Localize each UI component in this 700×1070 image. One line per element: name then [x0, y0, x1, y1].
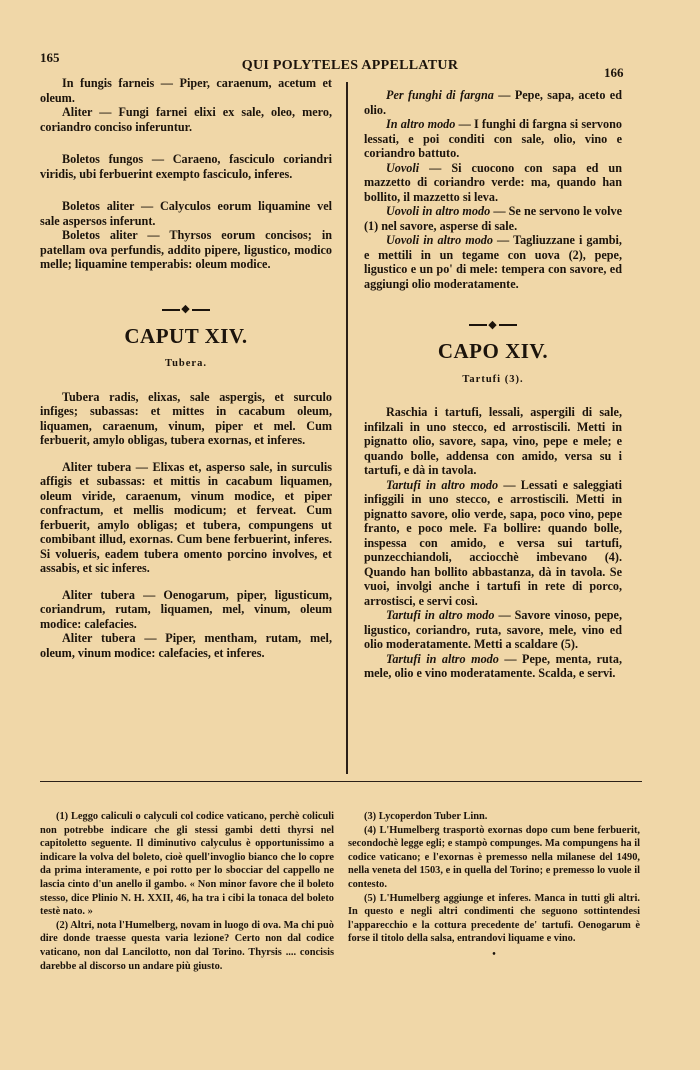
latin-paragraph: Aliter tubera — Oenogarum, piper, ligusticum, coriandrum, rutam, liquamen, mel, vinum, oleum modice: calefacies. [40, 587, 332, 631]
chapter-title-italian: CAPO XIV. [437, 339, 549, 364]
running-title: QUI POLYTELES APPELLATUR [241, 58, 459, 73]
italian-paragraph: Uovoli — Si cuocono con sapa ed un mazzetto di coriandro verde: ma, quando han bollito, il mazzetto si leva. [364, 160, 622, 204]
italian-paragraph: Uovoli in altro modo — Tagliuzzane i gambi, e mettili in un tegame con uova (2), pepe, ligustico e un po' di mele: tempera con savore, ed aggiungi olio moderatamente. [364, 233, 622, 291]
italian-paragraph: Tartufi in altro modo — Pepe, menta, ruta, mele, olio e vino moderatamente. Scalda, e servi. [364, 651, 622, 681]
footnotes-left [40, 810, 334, 973]
italian-paragraph: Uovoli in altro modo — Se ne servono le volve (1) nel savore, asperse di sale. [364, 204, 622, 233]
column-divider [346, 82, 348, 774]
ornament-divider-icon: ◆ [364, 317, 622, 332]
footnote: (1) Leggo caliculi o calyculi col codice vaticano, perchè coliculi non potrebbe indicare che gli stessi gambi detti thyrsi nel capitoletto seguente. Il diminutivo calyculus è opportunissimo a indicare la volva del boleto, cioè quell'invoglio bianco che lo copre da prima interamente, e poi rotto per lo sbocciar del cappello ne lascia cinto d'un anello il gambo. « Non minor favore che il boleto stesso, dice Plinio N. H. XXII, 46, ha tra i cibi la tonaca del boleto testè nato. » [40, 811, 334, 918]
italian-paragraph: Per funghi di fargna — Pepe, sapa, aceto ed olio. [364, 88, 622, 117]
latin-paragraph: Boletos aliter — Thyrsos eorum concisos; in patellam ova perfundis, addito pipere, ligustico, modico melle; liquamine temperabis: oleum modice. [40, 228, 332, 271]
italian-paragraph: Tartufi in altro modo — Savore vinoso, pepe, ligustico, coriandro, ruta, savore, mele, vino ed olio moderatamente. Metti a scaldare (5). [364, 608, 622, 652]
latin-paragraph: In fungis farneis — Piper, caraenum, acetum et oleum. [40, 76, 332, 105]
italian-paragraph: In altro modo — I funghi di fargna si servono lessati, e poi conditi con sale, olio, vino e coriandro battuto. [364, 117, 622, 160]
paragraph-lead: Uovoli in altro modo [386, 204, 491, 218]
footnote: (2) Altri, nota l'Humelberg, novam in luogo di ova. Ma chi può dire donde traesse questa varia lezione? Certo non dal codice vaticano, non dal Lancilotto, non dal Torino. Thyrsis .... concisis darebbe al discorso un andare più giusto. [40, 919, 334, 972]
footnote: (3) Lycoperdon Tuber Linn. [364, 811, 488, 822]
latin-paragraph: Aliter — Fungi farnei elixi ex sale, oleo, mero, coriandro conciso inferuntur. [40, 105, 332, 134]
latin-paragraph: Aliter tubera — Piper, mentham, rutam, mel, oleum, vinum modice: calefacies, et inferes. [40, 631, 332, 660]
page-number-left: 165 [40, 50, 60, 65]
italian-column [364, 88, 622, 681]
italian-paragraph: Raschia i tartufi, lessali, aspergili di sale, infilzali in uno stecco, ed arrostiscili. Metti in pignatto olio, savore, sapa, vino, pepe e mele; e quando bolle, addensa con amido, versa su i tartufi, e dà in tavola. [364, 405, 622, 478]
chapter-title-latin: CAPUT XIV. [124, 323, 248, 348]
paragraph-lead: Uovoli in altro modo [386, 233, 493, 247]
page-number-right: 166 [604, 65, 624, 80]
paragraph-lead: Tartufi in altro modo [386, 608, 495, 623]
paragraph-lead: Per funghi di fargna [386, 88, 494, 102]
footnotes-right [348, 810, 640, 962]
latin-column [40, 76, 332, 660]
italian-paragraph: Tartufi in altro modo — Lessati e saleggiati infiggili in uno stecco, e arrostiscili. Metti in pignatto savore, olio verde, sapa, poco vino, pepe franto, e poco mele. Fa bollire: quando bolle, inspessa con amido, e versa sui tartufi, punzecchiandoli, acciocchè imbevano (4). Quando han bollito abbastanza, dà in tavola. Se vuoi, involgi anche i tartufi in rete di porco, arrostisci, e servi così. [364, 477, 622, 608]
latin-paragraph: Boletos aliter — Calyculos eorum liquamine vel sale aspersos inferunt. [40, 199, 332, 228]
paragraph-lead: Tartufi in altro modo [386, 477, 499, 492]
latin-paragraph: Boletos fungos — Caraeno, fasciculo coriandri viridis, ubi ferbuerint exempto fasciculo, inferes. [40, 152, 332, 181]
footnote-separator [40, 781, 642, 782]
footnote: (5) L'Humelberg aggiunge et inferes. Manca in tutti gli altri. In questo e negli altri condimenti che seguono sottintendesi l'apparecchio e la cottura precedente de' tartufi. Oenogarum è forse il titolo della salsa, entrandovi liquame e vino. [348, 892, 640, 945]
paragraph-lead: Uovoli [386, 160, 420, 175]
paragraph-lead: Tartufi in altro modo [386, 651, 499, 666]
latin-paragraph: Tubera radis, elixas, sale aspergis, et surculo infiges; subassas: et mittes in cacabum oleum, liquamen, caraenum, vinum, piper et mel. Cum ferbuerit, amylo obligas, tubera exornas, et inferes. [40, 389, 332, 448]
chapter-subtitle-italian: Tartufi (3). [462, 373, 524, 385]
chapter-subtitle-latin: Tubera. [165, 358, 207, 370]
paragraph-lead: In altro modo [386, 117, 456, 131]
ornament-divider-icon: ◆ [40, 302, 332, 317]
latin-paragraph: Aliter tubera — Elixas et, asperso sale, in surculis affigis et subassas: et mittis in cacabum liquamen, oleum viride, caraenum, vinum modice, et piper confractum, et mellis modicum; et ferveat. Cum ferbuerit, amylo obligas; et tubera, compungens ut combibant illud, exornas. Cum bene ferbuerint, inferes. Si volueris, eadem tubera omento porcino involves, et assabis, et sic inferes. [40, 459, 332, 576]
end-mark: • [492, 948, 496, 960]
footnote: (4) L'Humelberg trasportò exornas dopo cum bene ferbuerit, secondochè legge egli; e stampò compunges. Ma compungens ha il codice vaticano; e l'exornas è premesso nella milanese del 1490, nella veneta del 1503, e in quella del Torino; e premesso lo vuole il contesto. [348, 824, 640, 890]
